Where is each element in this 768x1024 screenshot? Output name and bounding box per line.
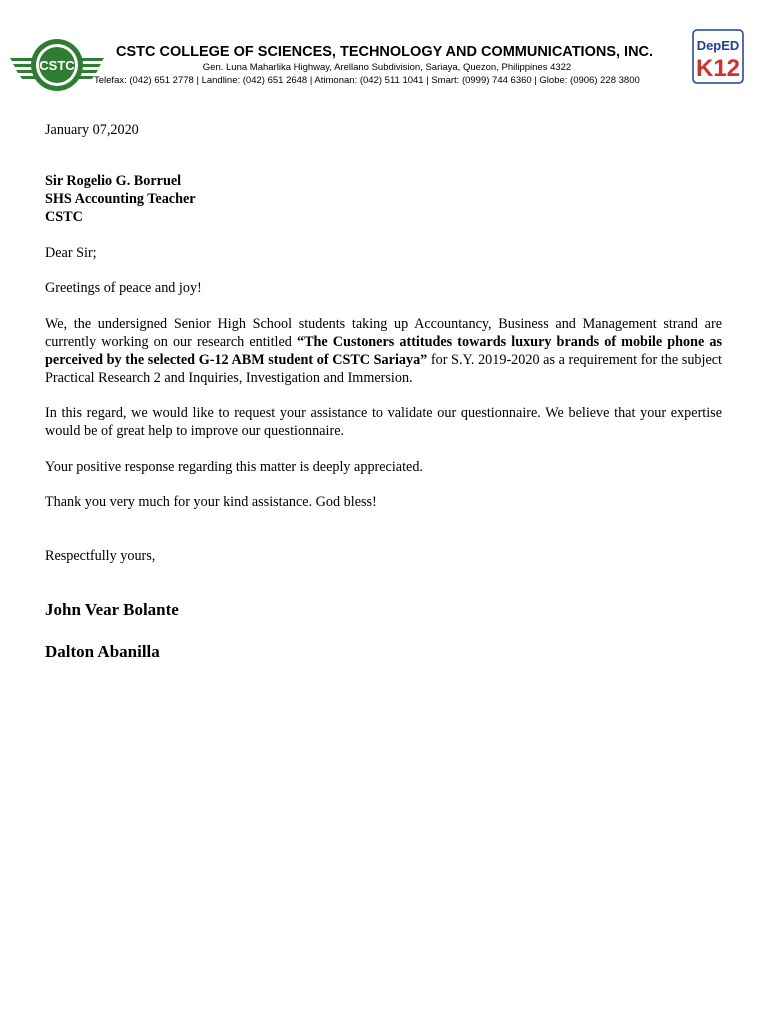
paragraph-thanks: Thank you very much for your kind assistance. God bless!	[45, 494, 377, 510]
deped-k12-logo-icon	[692, 29, 744, 84]
recipient-title: SHS Accounting Teacher	[45, 191, 196, 207]
paragraph-appreciation: Your positive response regarding this matter is deeply appreciated.	[45, 459, 423, 475]
research-title: “The Custoners attitudes towards luxury brands of mobile phone as perceived by the selected G-12 ABM student of CSTC Sariaya”	[45, 334, 722, 368]
school-contacts: Telefax: (042) 651 2778 | Landline: (042) 651 2648 | Atimonan: (042) 511 1041 | Smart: (0999) 744 6360 | Globe: (0906) 228 3800	[94, 75, 640, 86]
recipient-org: CSTC	[45, 209, 83, 225]
svg-text:K12: K12	[695, 55, 741, 82]
letter-date: January 07,2020	[45, 122, 139, 138]
paragraph-research-intro: We, the undersigned Senior High School students taking up Accountancy, Business and Management strand are currently working on our research entitled	[45, 316, 722, 350]
letterhead	[0, 0, 768, 100]
salutation: Dear Sir;	[45, 245, 97, 261]
paragraph-research	[45, 315, 722, 387]
recipient-name: Sir Rogelio G. Borruel	[45, 173, 182, 189]
svg-text:CSTC: CSTC	[39, 58, 75, 73]
paragraph-research-end: for S.Y. 2019-2020 as a requirement for the subject Practical Research 2 and Inquiries, Investigation and Immersion.	[45, 352, 722, 386]
signatory-2: Dalton Abanilla	[45, 642, 160, 661]
signatory-1: John Vear Bolante	[45, 600, 179, 619]
paragraph-request: In this regard, we would like to request your assistance to validate our questionnaire. We believe that your expertise would be of great help to improve our questionnaire.	[45, 405, 722, 439]
school-name: CSTC COLLEGE OF SCIENCES, TECHNOLOGY AND COMMUNICATIONS, INC.	[116, 44, 654, 60]
school-address: Gen. Luna Maharlika Highway, Arellano Subdivision, Sariaya, Quezon, Philippines 4322	[202, 62, 572, 73]
closing: Respectfully yours,	[45, 548, 156, 564]
greeting: Greetings of peace and joy!	[45, 280, 202, 296]
svg-text:DepED: DepED	[696, 38, 740, 53]
